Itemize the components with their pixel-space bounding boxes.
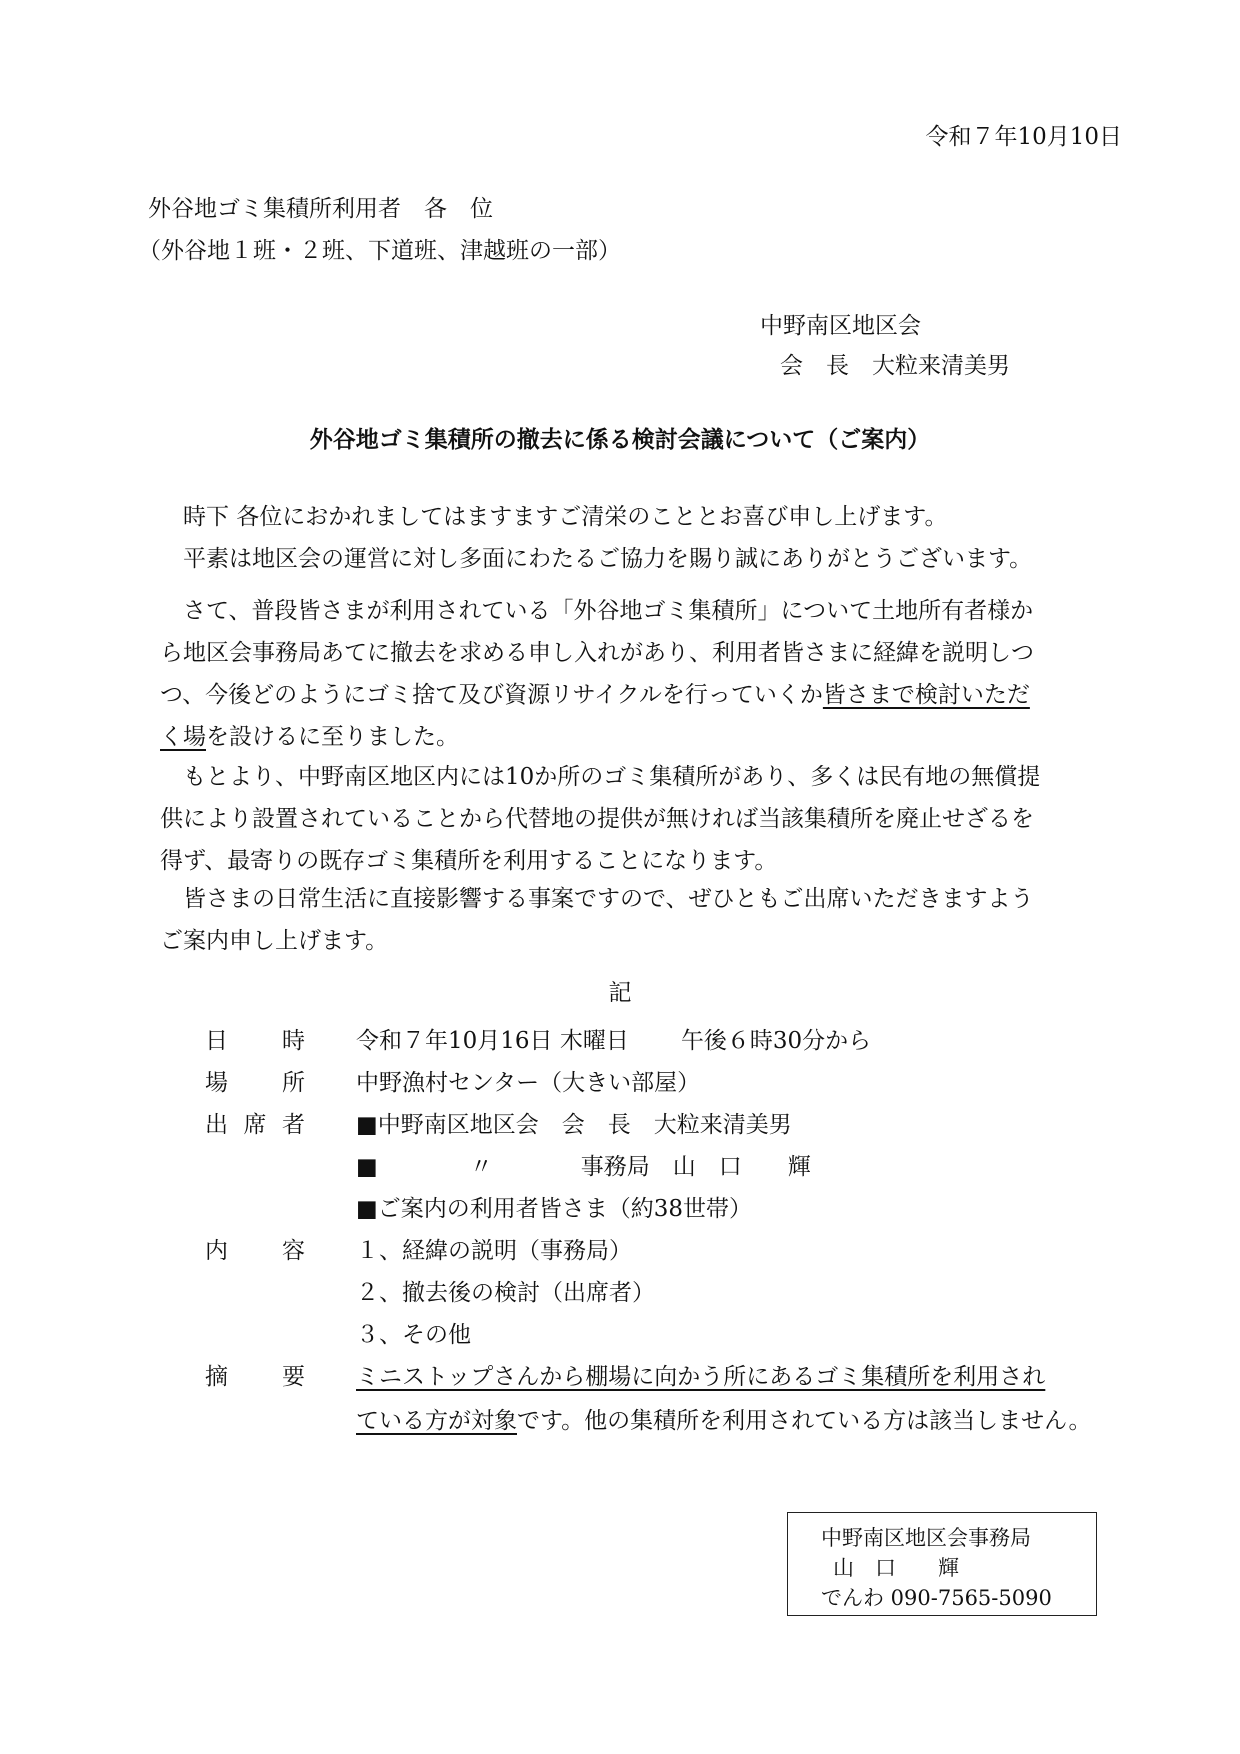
detail-summary xyxy=(0,1356,1240,1398)
content-item-3: ３、その他 xyxy=(356,1322,471,1348)
meeting-time: 午後６時30分から xyxy=(680,1028,872,1054)
background-line-3-underlined: 皆さまで検討いただ xyxy=(822,682,1030,708)
situation-paragraph xyxy=(160,756,1120,882)
detail-label: 場 所 xyxy=(205,1070,305,1096)
contact-organization: 中野南区地区会事務局 xyxy=(821,1526,1031,1550)
background-line-1: さて、普段皆さまが利用されている「外谷地ゴミ集積所」について土地所有者様か xyxy=(183,598,1034,624)
background-line-3 xyxy=(160,674,1120,716)
greeting-line-2: 平素は地区会の運営に対し多面にわたるご協力を賜り誠にありがとうございます。 xyxy=(183,546,1033,572)
greeting-paragraph xyxy=(160,496,1120,580)
situation-line-1: もとより、中野南区地区内には10か所のゴミ集積所があり、多くは民有地の無償提 xyxy=(183,764,1041,790)
background-line-4-underlined: く場 xyxy=(160,724,206,750)
background-line-2: ら地区会事務局あてに撤去を求める申し入れがあり、利用者皆さまに経緯を説明しつ xyxy=(160,640,1034,666)
detail-place xyxy=(0,1062,1240,1104)
content-item-1: １、経緯の説明（事務局） xyxy=(356,1238,632,1264)
detail-attendees-3 xyxy=(0,1188,1240,1230)
situation-line-3: 得ず、最寄りの既存ゴミ集積所を利用することになります。 xyxy=(160,848,778,874)
detail-contents-3 xyxy=(0,1314,1240,1356)
background-paragraph xyxy=(160,590,1120,758)
contact-box xyxy=(787,1512,1097,1616)
detail-datetime xyxy=(0,1020,1240,1062)
sender-name: 会 長 大粒来清美男 xyxy=(780,353,1010,379)
detail-attendees-2 xyxy=(0,1146,1240,1188)
summary-line-1: ミニストップさんから棚場に向かう所にあるゴミ集積所を利用され xyxy=(356,1364,1046,1390)
attendee-line-2: ■ 〃 事務局 山 口 輝 xyxy=(356,1154,811,1180)
background-line-4-text: を設けるに至りました。 xyxy=(206,724,459,750)
situation-line-2: 供により設置されていることから代替地の提供が無ければ当該集積所を廃止せざるを xyxy=(160,806,1034,832)
background-line-3-text: つ、今後どのようにゴミ捨て及び資源リサイクルを行っていくか xyxy=(160,682,823,708)
request-line-2: ご案内申し上げます。 xyxy=(160,928,389,954)
addressee-groups: （外谷地１班・２班、下道班、津越班の一部） xyxy=(138,238,621,264)
request-paragraph xyxy=(160,878,1120,962)
greeting-line-1: 時下 各位におかれましてはますますご清栄のこととお喜び申し上げます。 xyxy=(183,504,948,530)
ki-heading: 記 xyxy=(608,980,632,1006)
attendee-line-1: ■中野南区地区会 会 長 大粒来清美男 xyxy=(356,1112,792,1138)
addressee-line: 外谷地ゴミ集積所利用者 各 位 xyxy=(148,196,493,222)
document-date: 令和７年10月10日 xyxy=(925,124,1122,150)
detail-label: 内 容 xyxy=(205,1238,305,1264)
sender-organization: 中野南区地区会 xyxy=(760,313,921,339)
request-line-1: 皆さまの日常生活に直接影響する事案ですので、ぜひともご出席いただきますよう xyxy=(183,886,1034,912)
contact-phone: でんわ 090-7565-5090 xyxy=(821,1586,1052,1610)
detail-attendees xyxy=(0,1104,1240,1146)
meeting-place: 中野漁村センター（大きい部屋） xyxy=(356,1070,701,1096)
content-item-2: ２、撤去後の検討（出席者） xyxy=(356,1280,655,1306)
detail-label: 摘 要 xyxy=(205,1364,305,1390)
detail-contents-2 xyxy=(0,1272,1240,1314)
ditto-mark: 〃 xyxy=(469,1154,493,1180)
detail-value xyxy=(356,1020,871,1062)
background-line-4 xyxy=(160,716,1120,758)
contact-name: 山 口 輝 xyxy=(833,1556,959,1580)
detail-label: 日 時 xyxy=(205,1028,305,1054)
detail-contents xyxy=(0,1230,1240,1272)
detail-summary-2 xyxy=(0,1400,1240,1442)
summary-line-2: ている方が対象です。他の集積所を利用されている方は該当しません。 xyxy=(356,1408,1092,1434)
detail-label: 出 席 者 xyxy=(205,1112,305,1138)
document-title: 外谷地ゴミ集積所の撤去に係る検討会議について（ご案内） xyxy=(309,426,931,453)
meeting-date: 令和７年10月16日 木曜日 xyxy=(356,1028,629,1054)
attendee-line-3: ■ご案内の利用者皆さま（約38世帯） xyxy=(356,1196,752,1222)
